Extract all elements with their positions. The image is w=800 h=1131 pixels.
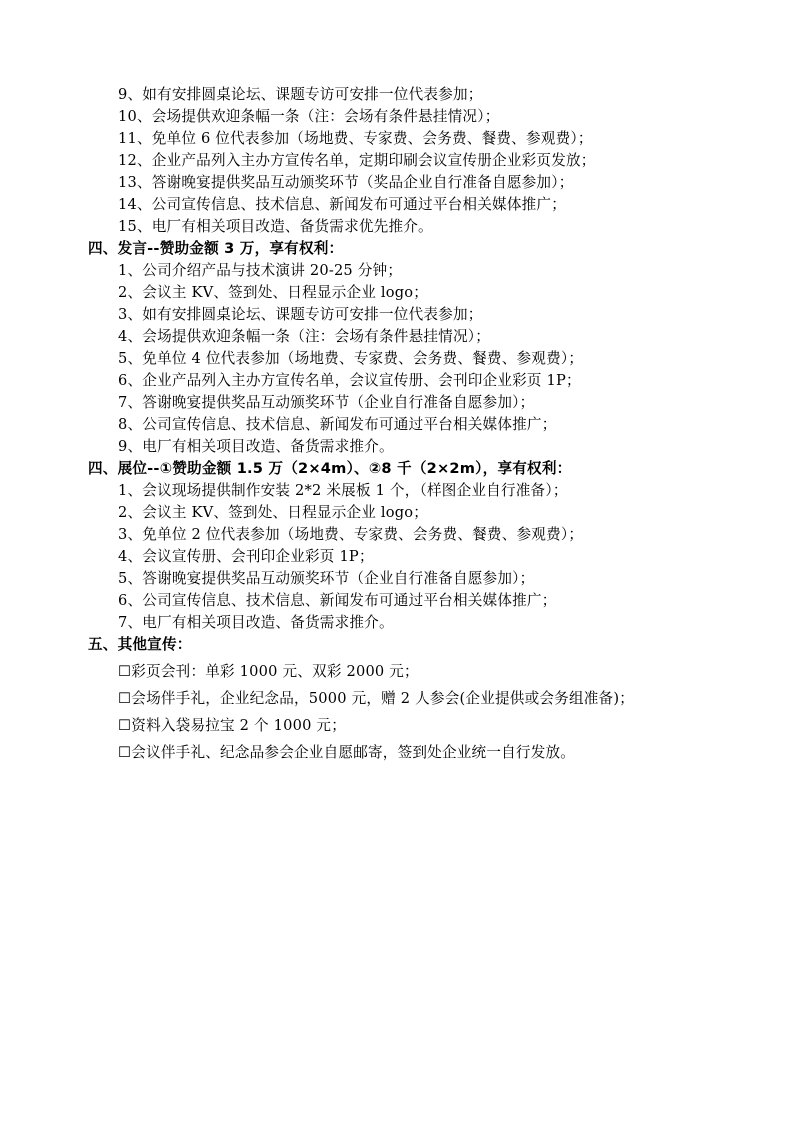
list-item: 8、公司宣传信息、技术信息、新闻发布可通过平台相关媒体推广； — [118, 416, 557, 433]
list-item: 14、公司宣传信息、技术信息、新闻发布可通过平台相关媒体推广； — [118, 196, 566, 213]
list-item: 4、会场提供欢迎条幅一条（注：会场有条件悬挂情况）； — [118, 328, 491, 345]
checkbox-item: ☐彩页会刊：单彩 1000 元、双彩 2000 元； — [118, 663, 419, 680]
list-item: 2、会议主 KV、签到处、日程显示企业 logo； — [118, 284, 429, 301]
list-item: 11、免单位 6 位代表参加（场地费、专家费、会务费、餐费、参观费）； — [118, 130, 593, 147]
list-item: 9、如有安排圆桌论坛、课题专访可安排一位代表参加； — [118, 86, 483, 103]
list-item: 7、电厂有相关项目改造、备货需求推介。 — [118, 614, 394, 631]
list-item: 9、电厂有相关项目改造、备货需求推介。 — [118, 438, 394, 455]
list-item: 1、公司介绍产品与技术演讲 20-25 分钟； — [118, 262, 403, 279]
list-item: 15、电厂有相关项目改造、备货需求优先推介。 — [118, 218, 433, 235]
section-heading-other: 五、其他宣传： — [88, 636, 192, 653]
list-item: 3、如有安排圆桌论坛、课题专访可安排一位代表参加； — [118, 306, 483, 323]
section-heading-booth: 四、展位--①赞助金额 1.5 万（2×4m）、②8 千（2×2m），享有权利： — [88, 460, 572, 477]
list-item: 1、会议现场提供制作安装 2*2 米展板 1 个，（样图企业自行准备）； — [118, 482, 568, 499]
checkbox-item: ☐会场伴手礼，企业纪念品，5000 元，赠 2 人参会(企业提供或会务组准备)； — [118, 690, 635, 707]
list-item: 4、会议宣传册、会刊印企业彩页 1P； — [118, 548, 374, 565]
checkbox-item: ☐资料入袋易拉宝 2 个 1000 元； — [118, 717, 347, 734]
list-item: 10、会场提供欢迎条幅一条（注：会场有条件悬挂情况）； — [118, 108, 500, 125]
list-item: 7、答谢晚宴提供奖品互动颁奖环节（企业自行准备自愿参加）； — [118, 394, 535, 411]
list-item: 5、答谢晚宴提供奖品互动颁奖环节（企业自行准备自愿参加）； — [118, 570, 535, 587]
list-item: 2、会议主 KV、签到处、日程显示企业 logo； — [118, 504, 429, 521]
list-item: 13、答谢晚宴提供奖品互动颁奖环节（奖品企业自行准备自愿参加）； — [118, 174, 574, 191]
list-item: 6、企业产品列入主办方宣传名单，会议宣传册、会刊印企业彩页 1P； — [118, 372, 581, 389]
section-heading-speech: 四、发言--赞助金额 3 万，享有权利： — [88, 240, 344, 257]
checkbox-item: ☐会议伴手礼、纪念品参会企业自愿邮寄，签到处企业统一自行发放。 — [118, 744, 576, 761]
list-item: 3、免单位 2 位代表参加（场地费、专家费、会务费、餐费、参观费）； — [118, 526, 584, 543]
list-item: 6、公司宣传信息、技术信息、新闻发布可通过平台相关媒体推广； — [118, 592, 557, 609]
list-item: 12、企业产品列入主办方宣传名单，定期印刷会议宣传册企业彩页发放； — [118, 152, 596, 169]
list-item: 5、免单位 4 位代表参加（场地费、专家费、会务费、餐费、参观费）； — [118, 350, 584, 367]
